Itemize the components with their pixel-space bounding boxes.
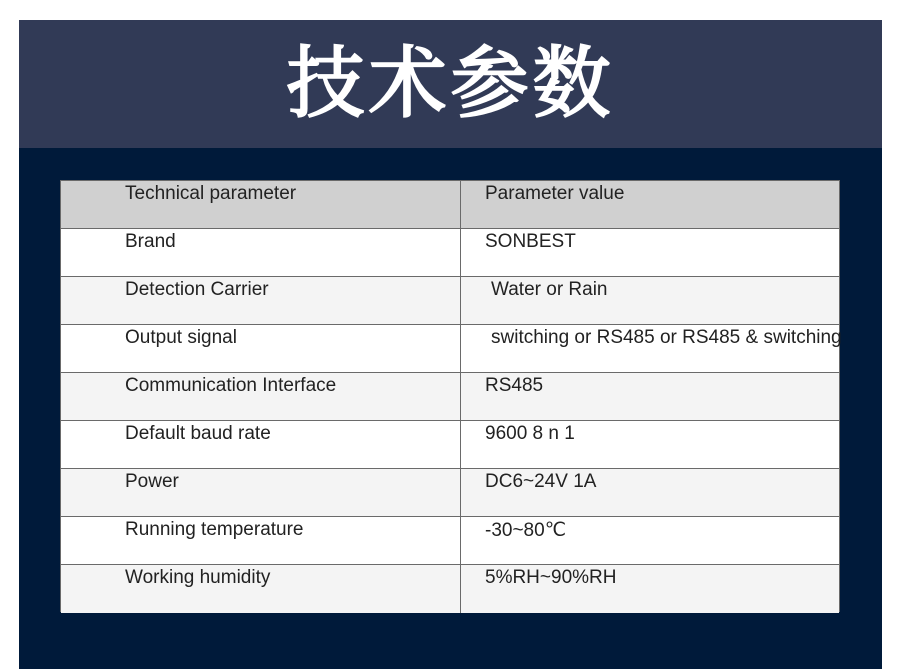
parameter-value: RS485 xyxy=(485,375,544,396)
parameter-name: Brand xyxy=(125,231,176,252)
parameter-value: SONBEST xyxy=(485,231,576,252)
parameter-name: Default baud rate xyxy=(125,423,271,444)
column-header-value: Parameter value xyxy=(485,183,625,204)
table-row xyxy=(61,373,839,421)
table-row xyxy=(61,565,839,613)
spec-table xyxy=(60,180,840,612)
parameter-value: switching or RS485 or RS485 & switching xyxy=(491,327,842,348)
table-row xyxy=(61,421,839,469)
table-row xyxy=(61,229,839,277)
table-row xyxy=(61,325,842,373)
table-row xyxy=(61,517,839,565)
parameter-name: Power xyxy=(125,471,179,492)
parameter-name: Communication Interface xyxy=(125,375,337,396)
title-banner xyxy=(19,20,882,148)
parameter-value: 9600 8 n 1 xyxy=(485,423,575,444)
parameter-name: Detection Carrier xyxy=(125,279,269,300)
parameter-value: -30~80℃ xyxy=(485,520,567,541)
table-row xyxy=(61,277,839,325)
page-title: 技术参数 xyxy=(286,39,615,129)
parameter-name: Output signal xyxy=(125,327,237,348)
parameter-value: 5%RH~90%RH xyxy=(485,567,617,588)
parameter-value: DC6~24V 1A xyxy=(485,471,597,492)
parameter-name: Working humidity xyxy=(125,567,271,588)
parameter-name: Running temperature xyxy=(125,519,304,540)
column-header-parameter: Technical parameter xyxy=(125,183,297,204)
table-row xyxy=(61,469,839,517)
parameter-value: Water or Rain xyxy=(491,279,608,300)
table-header-row xyxy=(61,181,839,229)
